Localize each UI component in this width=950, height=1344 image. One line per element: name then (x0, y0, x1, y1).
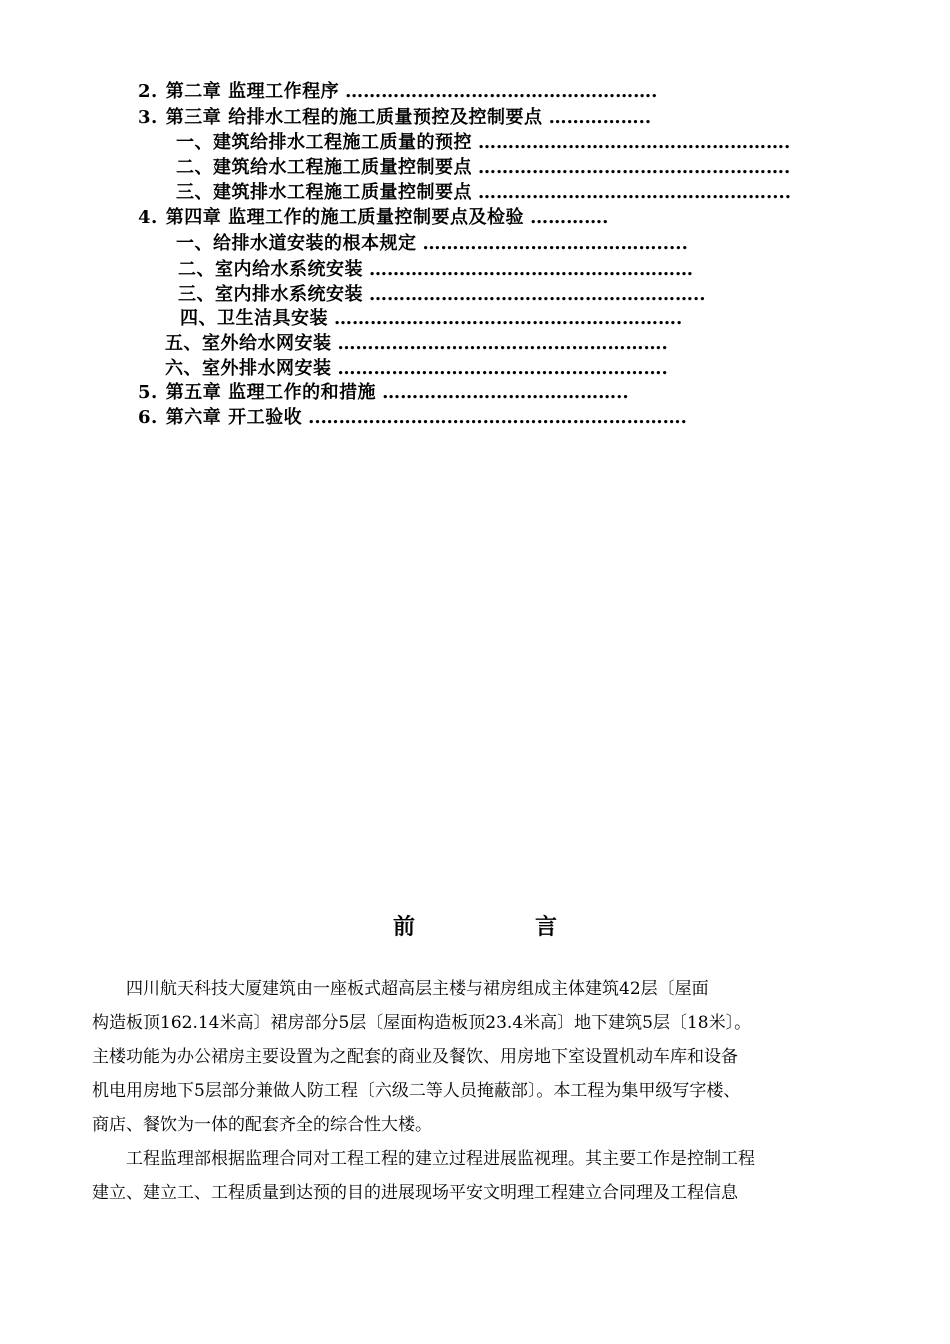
preface-line: 四川航天科技大厦建筑由一座板式超高层主楼与裙房组成主体建筑42层〔屋面 (92, 979, 709, 999)
toc-title: 二、建筑给水工程施工质量控制要点 (176, 157, 472, 178)
toc-number: 2. (138, 81, 158, 102)
toc-leader-dots: …………….. (548, 107, 652, 128)
toc-entry[interactable] (168, 156, 790, 180)
toc-entry[interactable] (157, 332, 668, 356)
toc-title: 一、给排水道安装的根本规定 (176, 233, 417, 254)
toc-title: 第二章 监理工作程序 (165, 81, 340, 102)
toc-leader-dots: ……………………………………………. (345, 81, 658, 102)
toc-entry[interactable] (138, 106, 651, 130)
toc-leader-dots: …………. (530, 207, 609, 228)
toc-title: 二、室内给水系统安装 (178, 259, 363, 280)
toc-title: 第五章 监理工作的和措施 (165, 382, 377, 403)
toc-number: 5. (138, 382, 158, 403)
preface-line: 建立、建立工、工程质量到达预的目的进展现场平安文明理工程建立合同理及工程信息 (92, 1183, 738, 1203)
toc-leader-dots: ……………………………………………. (478, 132, 791, 153)
toc-title: 第四章 监理工作的施工质量控制要点及检验 (165, 207, 525, 228)
preface-line: 主楼功能为办公裙房主要设置为之配套的商业及餐饮、用房地下室设置机动车库和设备 (92, 1047, 738, 1067)
toc-leader-dots: ………………………………………………. (337, 333, 668, 354)
preface-title (0, 910, 950, 944)
preface-title-char: 前 (392, 914, 415, 940)
toc-leader-dots: ………………………………….. (382, 382, 629, 403)
toc-entry[interactable] (168, 181, 791, 205)
toc-entry[interactable] (168, 131, 790, 155)
toc-title: 五、室外给水网安装 (165, 333, 332, 354)
preface-line: 机电用房地下5层部分兼做人防工程〔六级二等人员掩蔽部〕。本工程为集甲级写字楼、 (92, 1081, 741, 1101)
toc-entry[interactable] (170, 283, 706, 307)
toc-entry[interactable] (172, 307, 682, 331)
preface-line: 工程监理部根据监理合同对工程工程的建立过程进展监视理。其主要工作是控制工程 (92, 1149, 755, 1169)
toc-title: 第六章 开工验收 (165, 407, 303, 428)
toc-title: 一、建筑给排水工程施工质量的预控 (176, 132, 472, 153)
toc-title: 第三章 给排水工程的施工质量预控及控制要点 (165, 107, 543, 128)
toc-leader-dots: …………………………………..... (422, 233, 688, 254)
toc-entry[interactable] (168, 232, 688, 256)
toc-leader-dots: ……………………………………………. (478, 157, 791, 178)
toc-title: 三、室内排水系统安装 (178, 284, 363, 305)
preface-title-char: 言 (535, 914, 558, 940)
toc-title: 四、卫生洁具安装 (180, 308, 328, 329)
toc-leader-dots: ………………………………………….... (478, 182, 792, 203)
preface-body (92, 972, 862, 1210)
toc-entry[interactable] (138, 206, 608, 230)
toc-number: 3. (138, 107, 158, 128)
toc-leader-dots: ……………………………………………… (369, 259, 693, 280)
toc-leader-dots: ………………………………………………. (337, 358, 668, 379)
toc-entry[interactable] (138, 80, 657, 104)
toc-leader-dots: …………………………………………………. (334, 308, 683, 329)
toc-title: 六、室外排水网安装 (165, 358, 332, 379)
preface-line: 构造板顶162.14米高〕裙房部分5层〔屋面构造板顶23.4米高〕地下建筑5层〔18米〕。 (92, 1013, 752, 1033)
toc-number: 6. (138, 407, 158, 428)
preface-line: 商店、餐饮为一体的配套齐全的综合性大楼。 (92, 1115, 432, 1135)
toc-entry[interactable] (170, 258, 693, 282)
toc-entry[interactable] (138, 381, 629, 405)
toc-entry[interactable] (138, 406, 687, 430)
toc-number: 4. (138, 207, 158, 228)
toc-leader-dots: ……………………………………………….. (369, 284, 706, 305)
toc-title: 三、建筑排水工程施工质量控制要点 (176, 182, 472, 203)
toc-leader-dots: ..……………………………………………………. (308, 407, 687, 428)
toc-entry[interactable] (157, 357, 668, 381)
